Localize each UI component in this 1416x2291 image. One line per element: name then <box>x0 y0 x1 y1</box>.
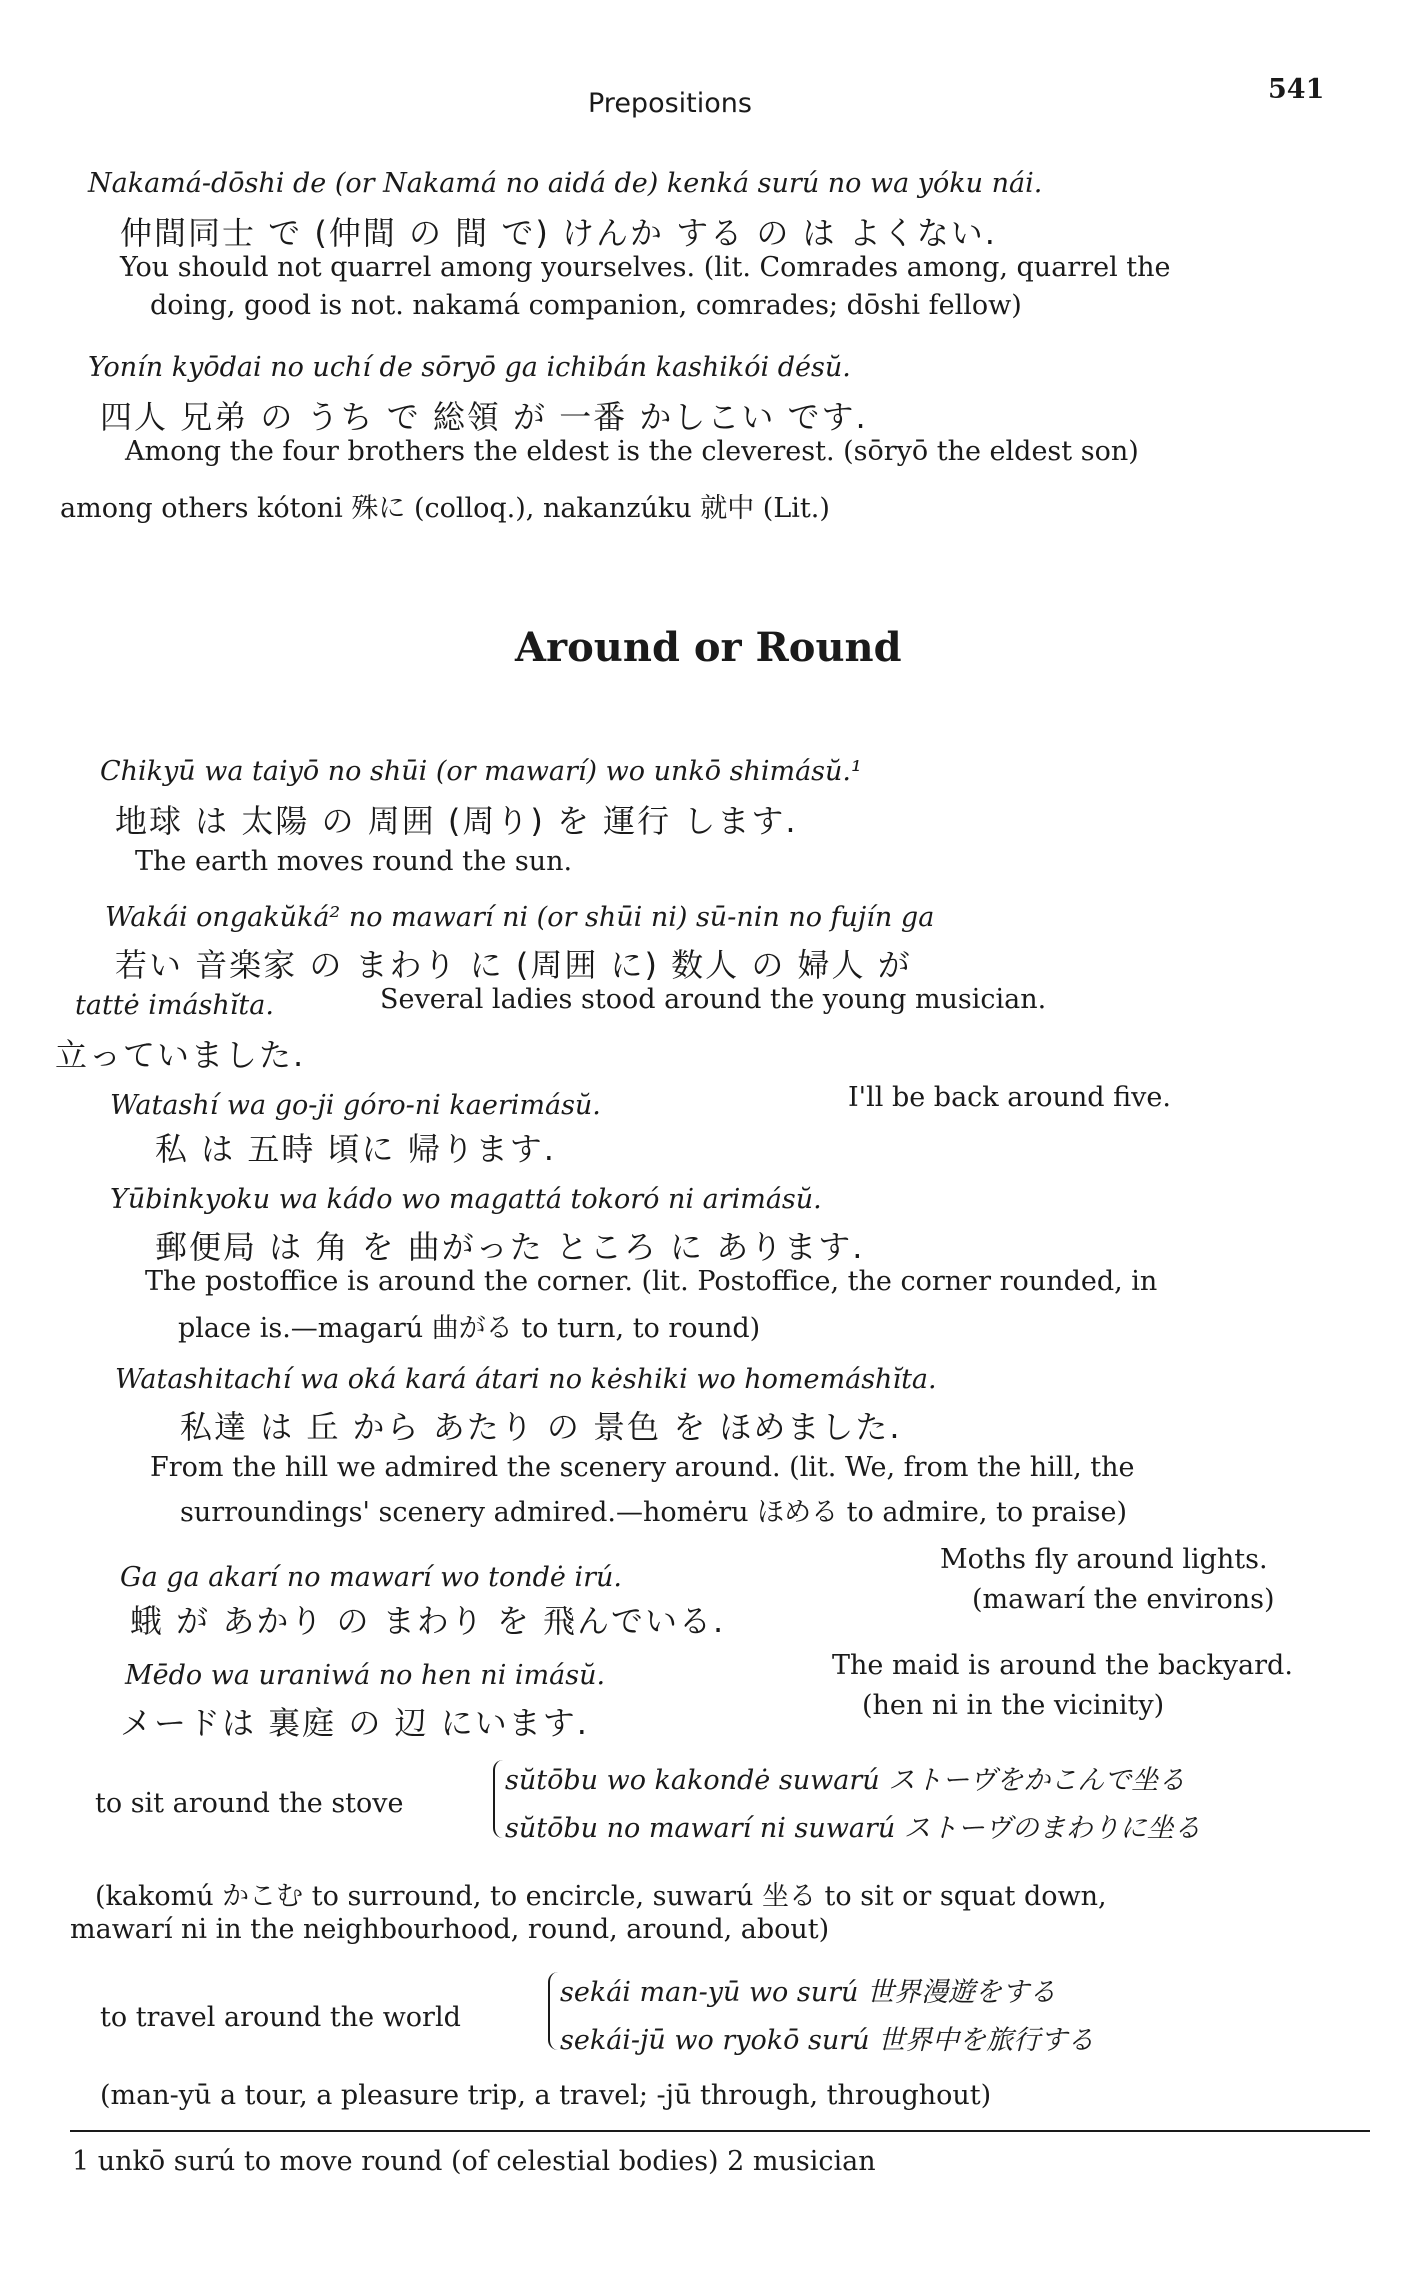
example-romaji: Watashí wa go-ji góro-ni kaerimásŭ. <box>110 1090 601 1121</box>
phrase-english: to sit around the stove <box>95 1788 404 1819</box>
section-title: Around or Round <box>515 624 902 671</box>
phrase-note: (kakomú かこむ to surround, to encircle, suwarú 坐る to sit or squat down, <box>95 1881 1107 1912</box>
example-translation: The maid is around the backyard. <box>832 1650 1293 1681</box>
page-number: 541 <box>1268 74 1325 105</box>
example-note: doing, good is not. nakamá companion, comrades; dōshi fellow) <box>150 290 1022 321</box>
phrase-note: (man-yū a tour, a pleasure trip, a travel; -jū through, throughout) <box>100 2080 992 2111</box>
phrase-option: sekái-jū wo ryokō surú 世界中を旅行する <box>560 2025 1095 2056</box>
example-romaji: Mēdo wa uraniwá no hen ni imásŭ. <box>125 1660 606 1691</box>
running-header: Prepositions <box>588 88 752 119</box>
phrase-option: sekái man-yū wo surú 世界漫遊をする <box>560 1977 1057 2008</box>
example-japanese: 私達 は 丘 から あたり の 景色 を ほめました. <box>180 1408 902 1446</box>
example-translation: The postoffice is around the corner. (lit. Postoffice, the corner rounded, in <box>145 1266 1158 1297</box>
example-note: place is.—magarú 曲がる to turn, to round) <box>178 1313 761 1344</box>
example-japanese: 郵便局 は 角 を 曲がった ところ に あります. <box>155 1228 865 1266</box>
example-japanese-continued: 立っていました. <box>55 1036 306 1074</box>
example-translation: The earth moves round the sun. <box>135 846 573 877</box>
example-japanese: メードは 裏庭 の 辺 にいます. <box>120 1704 589 1742</box>
brace <box>548 1972 560 2050</box>
brace <box>493 1760 505 1838</box>
phrase-option: sŭtōbu no mawarí ni suwarú ストーヴのまわりに坐る <box>505 1813 1201 1844</box>
example-japanese: 四人 兄弟 の うち で 総領 が 一番 かしこい です. <box>100 398 868 436</box>
example-translation: From the hill we admired the scenery around. (lit. We, from the hill, the <box>150 1452 1135 1483</box>
phrase-note: mawarí ni in the neighbourhood, round, around, about) <box>70 1914 830 1945</box>
example-romaji: Wakái ongakŭká² no mawarí ni (or shūi ni) sū-nin no fujín ga <box>105 902 935 933</box>
example-romaji: Yūbinkyoku wa kádo wo magattá tokoró ni arimásŭ. <box>110 1184 822 1215</box>
example-japanese: 蛾 が あかり の まわり を 飛んでいる. <box>130 1602 726 1640</box>
example-note: surroundings' scenery admired.—homėru ほめる to admire, to praise) <box>180 1497 1128 1528</box>
example-romaji: Yonín kyōdai no uchí de sōryō ga ichibán kashikói désŭ. <box>88 352 851 383</box>
example-romaji: Nakamá-dōshi de (or Nakamá no aidá de) kenká surú no wa yóku nái. <box>88 168 1043 199</box>
footnote-divider <box>70 2130 1370 2132</box>
example-translation: Among the four brothers the eldest is the cleverest. (sōryō the eldest son) <box>125 436 1139 467</box>
example-translation: Several ladies stood around the young musician. <box>380 984 1047 1015</box>
example-japanese: 若い 音楽家 の まわり に (周囲 に) 数人 の 婦人 が <box>115 946 912 984</box>
example-romaji: Watashitachí wa oká kará átari no kėshiki wo homemáshĭta. <box>115 1364 937 1395</box>
example-note: (mawarí the environs) <box>972 1584 1275 1615</box>
example-translation: I'll be back around five. <box>848 1082 1171 1113</box>
example-japanese: 私 は 五時 頃に 帰ります. <box>155 1130 556 1168</box>
example-translation: Moths fly around lights. <box>940 1544 1268 1575</box>
example-note: (hen ni in the vicinity) <box>862 1690 1165 1721</box>
example-romaji: Ga ga akarí no mawarí wo tondė irú. <box>120 1562 622 1593</box>
example-japanese: 仲間同士 で (仲間 の 間 で) けんか する の は よくない. <box>120 214 997 252</box>
phrase-option: sŭtōbu wo kakondė suwarú ストーヴをかこんで坐る <box>505 1765 1186 1796</box>
example-romaji-continued: tattė imáshĭta. <box>75 990 274 1021</box>
example-translation: You should not quarrel among yourselves. (lit. Comrades among, quarrel the <box>120 252 1171 283</box>
example-japanese: 地球 は 太陽 の 周囲 (周り) を 運行 します. <box>115 802 798 840</box>
phrase-english: to travel around the world <box>100 2002 461 2033</box>
example-romaji: Chikyū wa taiyō no shūi (or mawarí) wo unkō shimásŭ.¹ <box>100 756 862 787</box>
footnote: 1 unkō surú to move round (of celestial bodies) 2 musician <box>72 2146 876 2177</box>
example-note: among others kótoni 殊に (colloq.), nakanzúku 就中 (Lit.) <box>60 493 830 524</box>
